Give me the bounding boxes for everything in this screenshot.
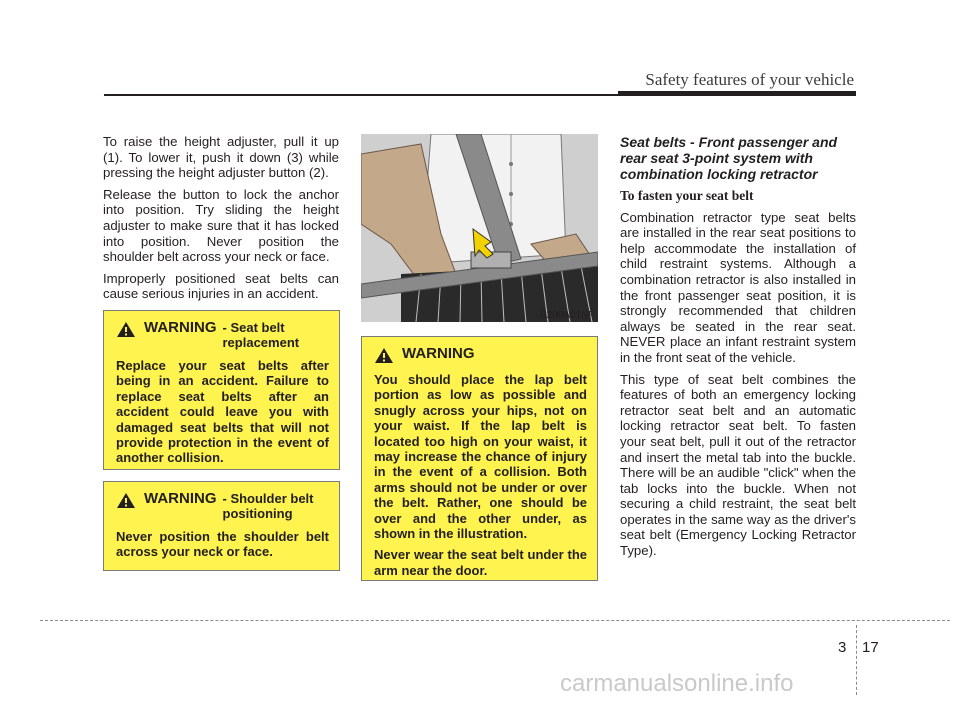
- warning-triangle-icon: [116, 321, 136, 338]
- subheading: To fasten your seat belt: [620, 188, 754, 203]
- warning-label: WARNING: [144, 490, 217, 507]
- warning-box-shoulder-belt-positioning: [103, 481, 340, 571]
- warning-label: WARNING: [144, 319, 217, 336]
- warning-text: You should place the lap belt portion as low as possible and snugly across your hips, not on your waist. If the lap belt is located too high on your waist, it may increase the chance of injury in the event of a collision. Both arms should not be under or over the belt. Rather, one should be over and the other under, as shown in the illustration.: [374, 372, 587, 542]
- left-column: [103, 134, 339, 308]
- paragraph: This type of seat belt combines the features of both an emergency locking retractor seat belt and an automatic locking retractor seat belt. To fasten your seat belt, pull it out of the retractor and insert the metal tab into the buckle. There will be an audible "click" when the tab locks into the buckle. When not securing a child restraint, the seat belt operates in the same way as the driver's seat belt (Emergency Locking Retractor Type).: [620, 371, 856, 559]
- seat-belt-illustration: [361, 134, 598, 322]
- running-header: Safety features of your vehicle: [645, 70, 854, 89]
- header-rule-accent: [618, 91, 856, 96]
- footer-divider: [856, 625, 857, 695]
- warning-triangle-icon: [116, 492, 136, 509]
- warning-triangle-icon: [374, 347, 394, 364]
- footer-rule: [40, 620, 950, 621]
- warning-header: [116, 320, 329, 350]
- warning-subtitle: - Seat belt replacement: [222, 320, 300, 350]
- warning-box-lap-belt: [361, 336, 598, 581]
- section-title: Seat belts - Front passenger and rear seat 3-point system with combination locking retractor: [620, 134, 838, 182]
- figure-code: B200A01NF: [540, 310, 595, 321]
- paragraph: To raise the height adjuster, pull it up (1). To lower it, push it down (3) while pressing the height adjuster button (2).: [103, 134, 339, 181]
- warning-text: Replace your seat belts after being in an accident. Failure to replace seat belts after an accident could leave you with damaged seat belts that will not provide protection in the event of another collision.: [116, 358, 329, 466]
- warning-header: [116, 491, 329, 521]
- page-number: 17: [862, 639, 879, 656]
- warning-subtitle: - Shoulder belt positioning: [222, 491, 314, 521]
- paragraph: Combination retractor type seat belts are installed in the rear seat positions to help accommodate the installation of child restraint systems. Although a combination retractor is also installed in the front passenger seat position, it is strongly recommended that children always be seated in the rear seat. NEVER place an infant restraint system in the front seat of the vehicle.: [620, 209, 856, 365]
- watermark: carmanualsonline.info: [560, 670, 794, 697]
- paragraph: Release the button to lock the anchor into position. Try sliding the height adjuster to make sure that it has locked into position. Never position the shoulder belt across your neck or face.: [103, 186, 339, 265]
- paragraph: Improperly positioned seat belts can cause serious injuries in an accident.: [103, 270, 339, 302]
- warning-box-seat-belt-replacement: [103, 310, 340, 470]
- warning-text: Never position the shoulder belt across your neck or face.: [116, 529, 329, 560]
- warning-label: WARNING: [402, 345, 475, 362]
- chapter-number: 3: [838, 639, 847, 656]
- warning-header: [374, 346, 587, 364]
- right-column: [620, 134, 856, 565]
- seat-belt-illustration-drawing: [361, 134, 598, 322]
- warning-text: Never wear the seat belt under the arm near the door.: [374, 547, 587, 578]
